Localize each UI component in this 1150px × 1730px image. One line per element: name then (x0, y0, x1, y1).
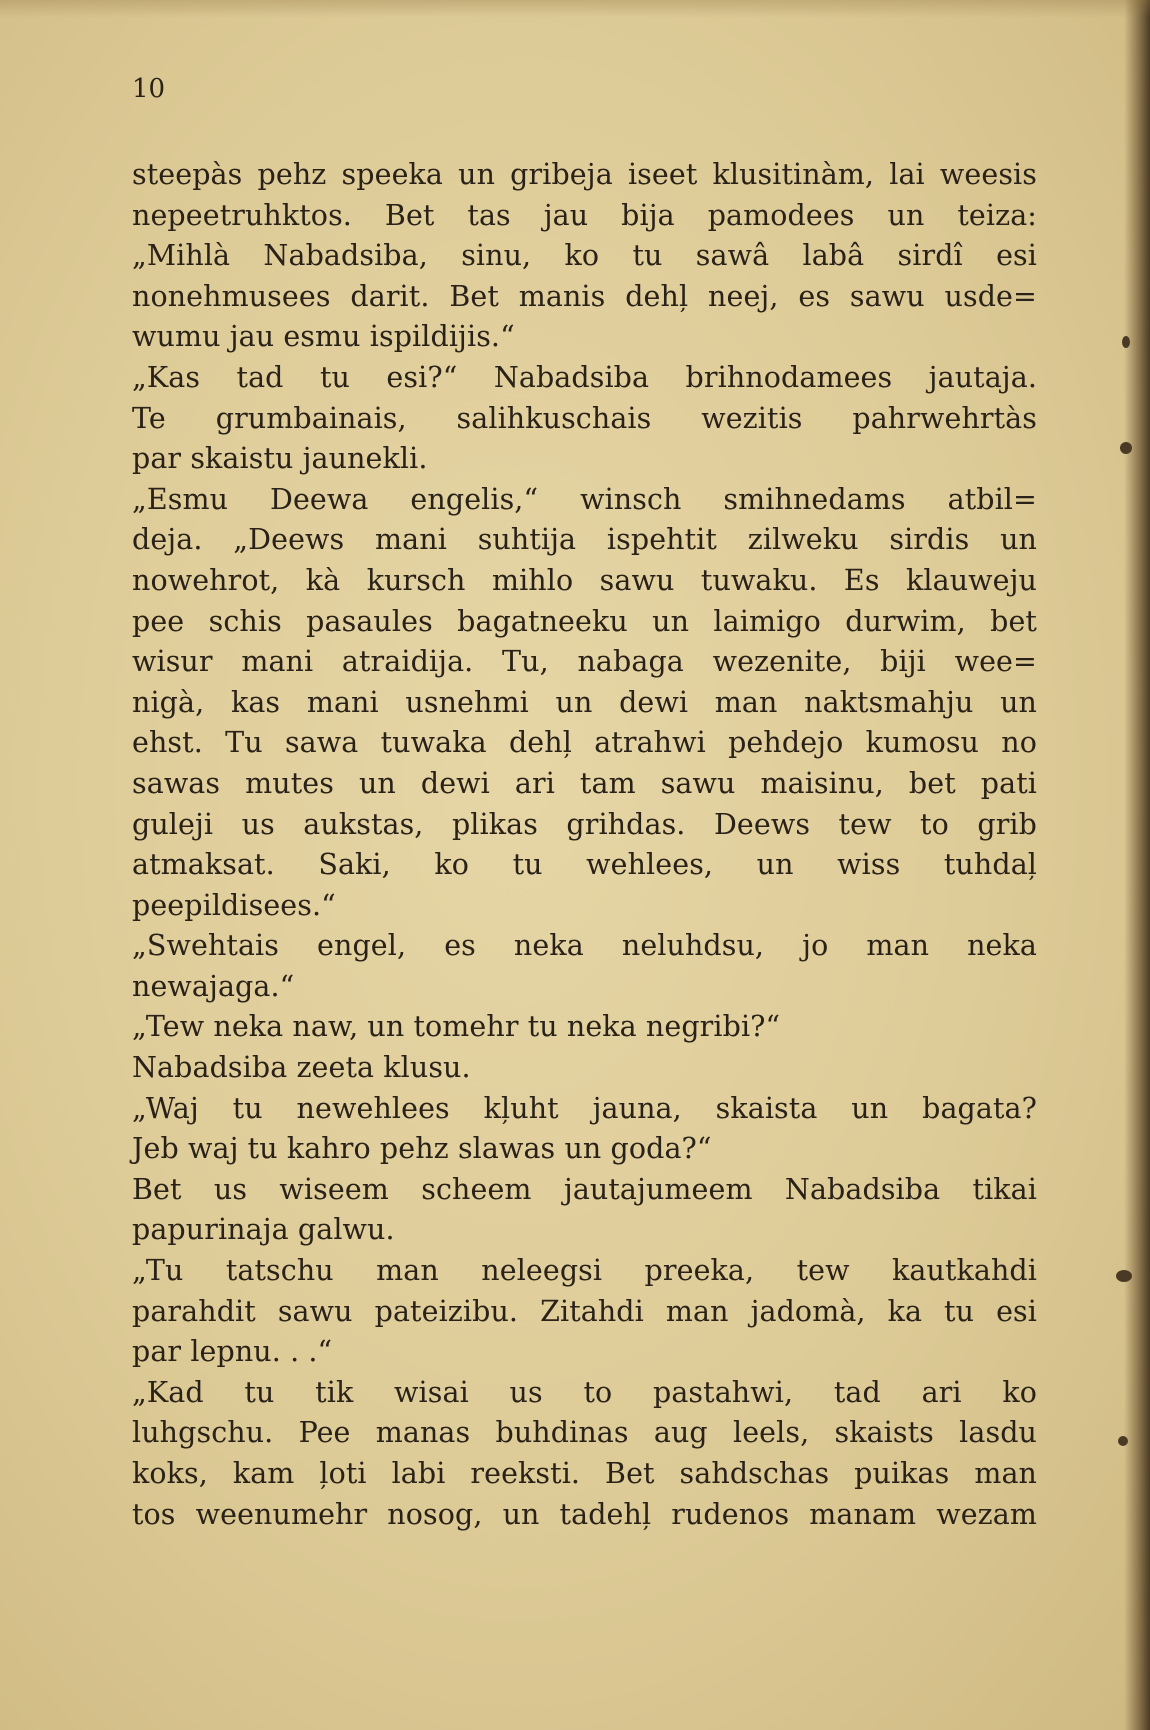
text-line: „Esmu Deewa engelis,“ winsch smihnedams atbil= (132, 482, 1037, 516)
text-line: ehst. Tu sawa tuwaka dehļ atrahwi pehdejo kumosu no (132, 726, 1037, 760)
text-line: Nabadsiba zeeta klusu. (132, 1051, 471, 1085)
text-line: pee schis pasaules bagatneeku un laimigo durwim, bet (132, 604, 1037, 638)
text-line: luhgschu. Pee manas buhdinas aug leels, skaists lasdu (132, 1416, 1037, 1450)
text-line: nonehmusees darit. Bet manis dehļ neej, es sawu usde= (132, 279, 1037, 313)
text-line: par skaistu jaunekli. (132, 442, 428, 476)
text-line: Jeb waj tu kahro pehz slawas un goda?“ (132, 1132, 712, 1166)
text-line: atmaksat. Saki, ko tu wehlees, un wiss tuhdaļ (132, 848, 1037, 882)
margin-mark (1122, 336, 1130, 348)
text-line: sawas mutes un dewi ari tam sawu maisinu, bet pati (132, 766, 1037, 800)
text-line: nowehrot, kà kursch mihlo sawu tuwaku. Es klauweju (132, 563, 1037, 597)
text-line: „Tew neka naw, un tomehr tu neka negribi?“ (132, 1010, 781, 1044)
text-line: parahdit sawu pateizibu. Zitahdi man jadomà, ka tu esi (132, 1294, 1037, 1328)
text-line: deja. „Deews mani suhtija ispehtit zilweku sirdis un (132, 523, 1037, 557)
text-line: papurinaja galwu. (132, 1213, 395, 1247)
text-line: par lepnu. . .“ (132, 1335, 333, 1369)
margin-mark (1116, 1270, 1132, 1282)
text-line: „Tu tatschu man neleegsi preeka, tew kautkahdi (132, 1254, 1037, 1288)
text-line: koks, kam ļoti labi reeksti. Bet sahdschas puikas man (132, 1457, 1037, 1490)
text-line: „Swehtais engel, es neka neluhdsu, jo man neka (132, 929, 1037, 963)
page-number: 10 (132, 74, 166, 104)
text-line: peepildisees.“ (132, 888, 336, 922)
text-line: Bet us wiseem scheem jautajumeem Nabadsiba tikai (132, 1172, 1037, 1206)
text-line: Te grumbainais, salihkuschais wezitis pahrwehrtàs (132, 401, 1037, 435)
text-line: wumu jau esmu ispildijis.“ (132, 320, 515, 354)
text-line: „Waj tu newehlees kļuht jauna, skaista un bagata? (132, 1091, 1037, 1125)
text-line: nigà, kas mani usnehmi un dewi man naktsmahju un (132, 685, 1037, 719)
text-line: steepàs pehz speeka un gribeja iseet klusitinàm, lai weesis (132, 158, 1037, 191)
text-line: newajaga.“ (132, 969, 295, 1003)
text-line: „Kas tad tu esi?“ Nabadsiba brihnodamees jautaja. (132, 360, 1037, 394)
text-line: tos weenumehr nosog, un tadehļ rudenos manam wezam (132, 1497, 1037, 1531)
text-line: „Kad tu tik wisai us to pastahwi, tad ari ko (132, 1375, 1037, 1409)
body-text (132, 155, 1037, 1535)
margin-mark (1120, 442, 1132, 454)
text-line: „Mihlà Nabadsiba, sinu, ko tu sawâ labâ sirdî esi (132, 239, 1037, 273)
text-line: nepeetruhktos. Bet tas jau bija pamodees un teiza: (132, 198, 1037, 232)
margin-mark (1118, 1436, 1128, 1446)
text-line: wisur mani atraidija. Tu, nabaga wezenite, biji wee= (132, 645, 1037, 679)
text-line: guleji us aukstas, plikas grihdas. Deews tew to grib (132, 807, 1037, 841)
